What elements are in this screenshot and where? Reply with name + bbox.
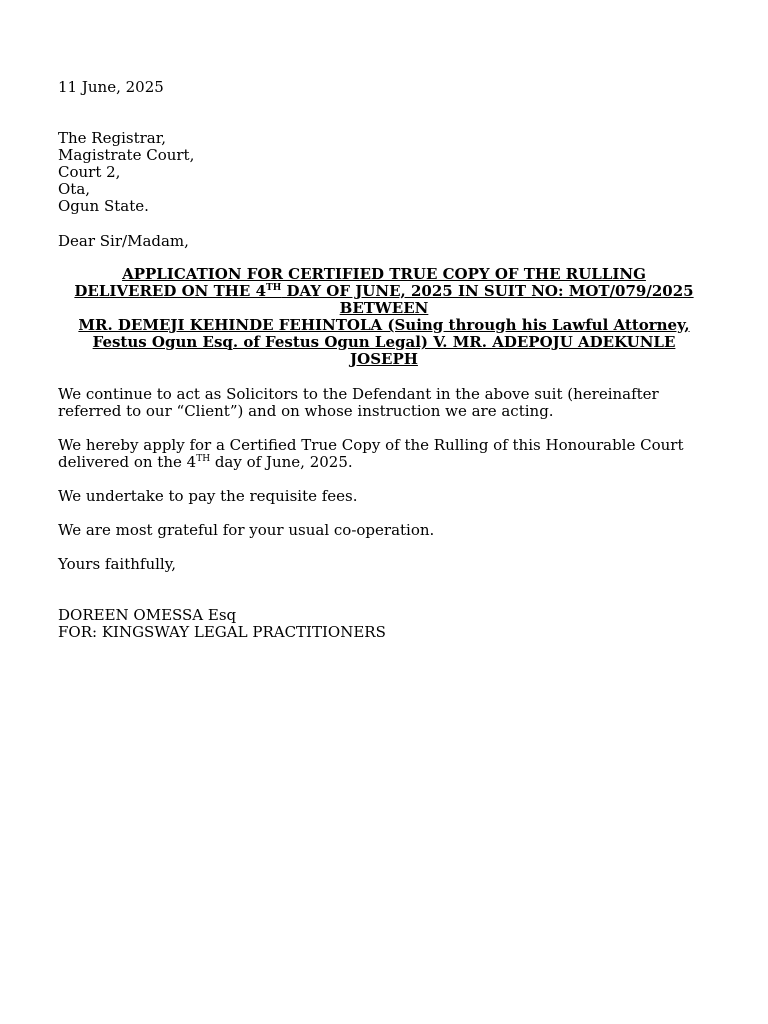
address-line: Ogun State. (58, 197, 149, 215)
address-line: Ota, (58, 180, 91, 198)
heading-line: Festus Ogun Esq. of Festus Ogun Legal) V. MR. ADEPOJU ADEKUNLE (92, 333, 676, 351)
heading-line: APPLICATION FOR CERTIFIED TRUE COPY OF THE RULLING (122, 265, 646, 283)
heading-line: BETWEEN (339, 299, 429, 317)
paragraph-fees: We undertake to pay the requisite fees. (58, 487, 358, 505)
paragraph-line (58, 454, 718, 471)
address-line: Court 2, (58, 163, 121, 181)
address-line: Magistrate Court, (58, 146, 195, 164)
paragraph-application (58, 437, 718, 471)
signature-block (58, 607, 718, 641)
paragraph-gratitude: We are most grateful for your usual co-operation. (58, 521, 435, 539)
closing: Yours faithfully, (58, 555, 176, 573)
paragraph-line: referred to our “Client”) and on whose instruction we are acting. (58, 402, 554, 420)
paragraph-line: We hereby apply for a Certified True Copy of the Rulling of this Honourable Court (58, 436, 684, 454)
salutation: Dear Sir/Madam, (58, 232, 189, 250)
ordinal-suffix: TH (266, 283, 282, 293)
heading-text: DAY OF JUNE, 2025 IN SUIT NO: MOT/079/2025 (281, 282, 694, 300)
signatory-name: DOREEN OMESSA Esq (58, 606, 237, 624)
paragraph-text: delivered on the 4 (58, 453, 197, 471)
letter-heading (48, 266, 720, 368)
letter-date: 11 June, 2025 (58, 78, 164, 96)
recipient-address (58, 130, 718, 215)
address-line: The Registrar, (58, 129, 167, 147)
heading-line: JOSEPH (350, 350, 418, 368)
firm-name: FOR: KINGSWAY LEGAL PRACTITIONERS (58, 623, 386, 641)
paragraph-line: We continue to act as Solicitors to the Defendant in the above suit (hereinafter (58, 385, 659, 403)
heading-text: DELIVERED ON THE 4 (74, 282, 267, 300)
paragraph-text: day of June, 2025. (210, 453, 353, 471)
ordinal-suffix: TH (196, 454, 211, 464)
heading-line: MR. DEMEJI KEHINDE FEHINTOLA (Suing through his Lawful Attorney, (78, 316, 690, 334)
paragraph-representation (58, 386, 718, 420)
heading-line (48, 283, 720, 300)
